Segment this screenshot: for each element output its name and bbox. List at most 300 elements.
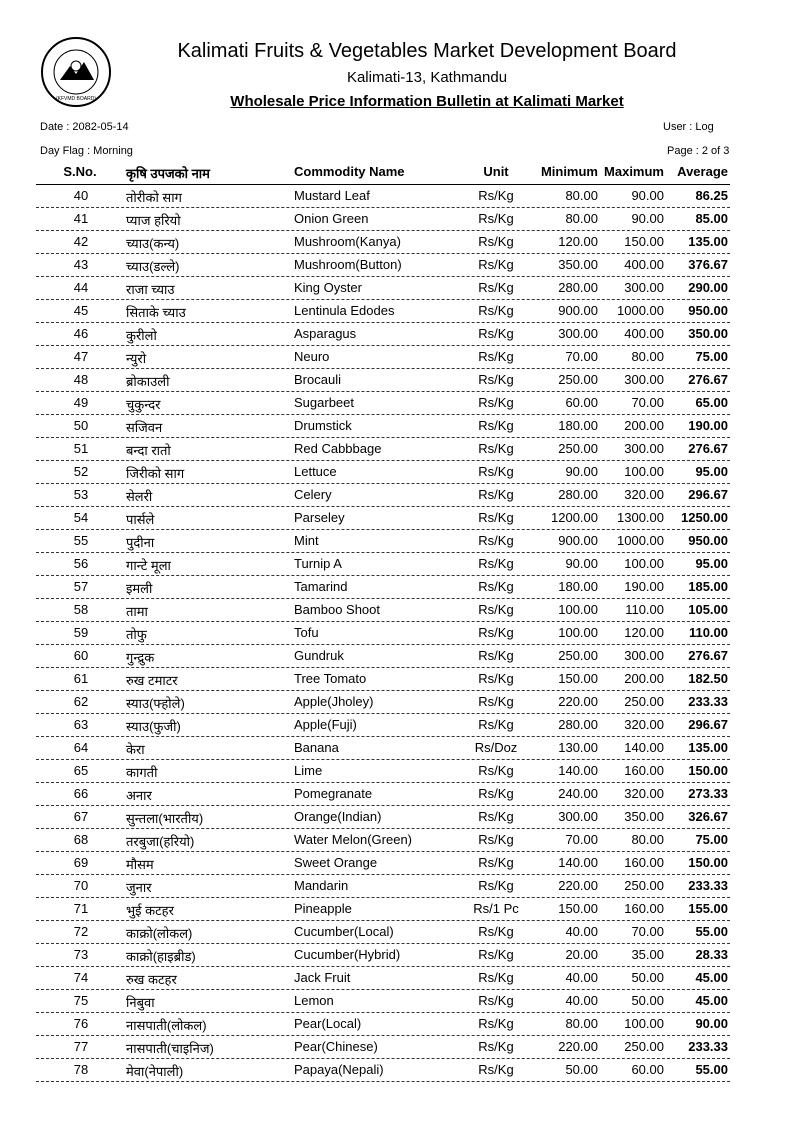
col-sn-header: S.No. (63, 164, 97, 179)
unit-cell: Rs/Kg (478, 349, 514, 364)
unit-cell: Rs/Kg (478, 763, 514, 778)
nepali-name-cell: प्याज हरियो (126, 213, 181, 228)
nepali-name-cell: तरबुजा(हरियो) (126, 834, 195, 849)
average-cell: 326.67 (688, 809, 728, 824)
maximum-cell: 90.00 (631, 211, 664, 226)
commodity-name-cell: Asparagus (294, 326, 357, 341)
nepali-name-cell: तामा (126, 604, 148, 619)
maximum-cell: 200.00 (624, 671, 664, 686)
price-table-body (36, 185, 730, 1082)
table-row (36, 369, 730, 392)
minimum-cell: 180.00 (558, 579, 598, 594)
average-cell: 296.67 (688, 717, 728, 732)
nepali-name-cell: रुख टमाटर (126, 673, 178, 688)
sn-cell: 69 (73, 855, 89, 870)
nepali-name-cell: चुकुन्दर (126, 397, 161, 412)
table-row (36, 530, 730, 553)
minimum-cell: 220.00 (558, 1039, 598, 1054)
commodity-name-cell: Drumstick (294, 418, 352, 433)
unit-cell: Rs/Kg (478, 602, 514, 617)
average-cell: 45.00 (695, 993, 728, 1008)
table-row (36, 231, 730, 254)
maximum-cell: 300.00 (624, 280, 664, 295)
unit-cell: Rs/1 Pc (473, 901, 519, 916)
average-cell: 135.00 (688, 234, 728, 249)
maximum-cell: 100.00 (624, 556, 664, 571)
average-cell: 182.50 (688, 671, 728, 686)
nepali-name-cell: निबुवा (126, 995, 155, 1010)
commodity-name-cell: Papaya(Nepali) (294, 1062, 384, 1077)
bulletin-title: Wholesale Price Information Bulletin at Kalimati Market (230, 93, 624, 110)
unit-cell: Rs/Kg (478, 1039, 514, 1054)
sn-cell: 68 (73, 832, 89, 847)
board-address: Kalimati-13, Kathmandu (346, 69, 508, 86)
average-cell: 150.00 (688, 855, 728, 870)
page-number: Page : 2 of 3 (667, 145, 730, 157)
sn-cell: 55 (73, 533, 89, 548)
table-row (36, 392, 730, 415)
commodity-name-cell: Sugarbeet (294, 395, 354, 410)
user-label: User : Log (663, 121, 714, 133)
table-row (36, 852, 730, 875)
sn-cell: 77 (73, 1039, 89, 1054)
sn-cell: 53 (73, 487, 89, 502)
maximum-cell: 400.00 (624, 257, 664, 272)
maximum-cell: 140.00 (624, 740, 664, 755)
average-cell: 155.00 (688, 901, 728, 916)
commodity-name-cell: Neuro (294, 349, 330, 364)
table-row (36, 1013, 730, 1036)
minimum-cell: 280.00 (558, 280, 598, 295)
col-max-header: Maximum (604, 164, 664, 179)
average-cell: 95.00 (695, 556, 728, 571)
nepali-name-cell: जिरीको साग (126, 466, 185, 481)
average-cell: 290.00 (688, 280, 728, 295)
commodity-name-cell: Pineapple (294, 901, 352, 916)
nepali-name-cell: काक्रो(हाइब्रीड) (126, 949, 196, 964)
sn-cell: 58 (73, 602, 89, 617)
maximum-cell: 250.00 (624, 694, 664, 709)
commodity-name-cell: Orange(Indian) (294, 809, 382, 824)
minimum-cell: 50.00 (565, 1062, 598, 1077)
unit-cell: Rs/Kg (478, 395, 514, 410)
maximum-cell: 35.00 (631, 947, 664, 962)
bulletin-date: Date : 2082-05-14 (40, 121, 129, 133)
table-row (36, 185, 730, 208)
commodity-name-cell: Tree Tomato (294, 671, 367, 686)
nepali-name-cell: कुरीलो (126, 328, 157, 343)
maximum-cell: 60.00 (631, 1062, 664, 1077)
maximum-cell: 250.00 (624, 1039, 664, 1054)
maximum-cell: 160.00 (624, 855, 664, 870)
average-cell: 950.00 (688, 303, 728, 318)
nepali-name-cell: तोफु (126, 627, 147, 642)
maximum-cell: 320.00 (624, 717, 664, 732)
minimum-cell: 180.00 (558, 418, 598, 433)
table-header (36, 164, 730, 184)
table-row (36, 323, 730, 346)
sn-cell: 61 (73, 671, 89, 686)
minimum-cell: 280.00 (558, 717, 598, 732)
sn-cell: 52 (73, 464, 89, 479)
sn-cell: 76 (73, 1016, 89, 1031)
minimum-cell: 900.00 (558, 303, 598, 318)
minimum-cell: 60.00 (565, 395, 598, 410)
maximum-cell: 160.00 (624, 901, 664, 916)
nepali-name-cell: न्युरो (126, 351, 147, 366)
minimum-cell: 250.00 (558, 648, 598, 663)
nepali-name-cell: सुन्तला(भारतीय) (126, 811, 204, 826)
maximum-cell: 90.00 (631, 188, 664, 203)
maximum-cell: 190.00 (624, 579, 664, 594)
nepali-name-cell: भुई कटहर (126, 903, 174, 918)
unit-cell: Rs/Kg (478, 786, 514, 801)
table-row (36, 944, 730, 967)
average-cell: 110.00 (688, 625, 728, 640)
nepali-name-cell: तोरीको साग (126, 190, 182, 205)
maximum-cell: 70.00 (631, 924, 664, 939)
minimum-cell: 250.00 (558, 441, 598, 456)
minimum-cell: 350.00 (558, 257, 598, 272)
commodity-name-cell: Lettuce (294, 464, 337, 479)
maximum-cell: 320.00 (624, 786, 664, 801)
nepali-name-cell: गुन्द्रुक (126, 650, 155, 665)
maximum-cell: 400.00 (624, 326, 664, 341)
commodity-name-cell: Tofu (294, 625, 319, 640)
unit-cell: Rs/Kg (478, 280, 514, 295)
table-row (36, 415, 730, 438)
commodity-name-cell: Bamboo Shoot (294, 602, 381, 617)
average-cell: 350.00 (688, 326, 728, 341)
commodity-name-cell: Apple(Fuji) (294, 717, 357, 732)
average-cell: 276.67 (688, 648, 728, 663)
unit-cell: Rs/Kg (478, 947, 514, 962)
table-row (36, 300, 730, 323)
commodity-name-cell: Mushroom(Button) (294, 257, 402, 272)
unit-cell: Rs/Doz (474, 740, 518, 755)
col-nepali-header: कृषि उपजको नाम (126, 166, 210, 181)
unit-cell: Rs/Kg (478, 533, 514, 548)
average-cell: 85.00 (695, 211, 728, 226)
unit-cell: Rs/Kg (478, 211, 514, 226)
commodity-name-cell: Sweet Orange (294, 855, 378, 870)
table-row (36, 668, 730, 691)
average-cell: 190.00 (688, 418, 728, 433)
nepali-name-cell: राजा च्याउ (126, 282, 175, 297)
sn-cell: 49 (73, 395, 89, 410)
table-row (36, 461, 730, 484)
unit-cell: Rs/Kg (478, 372, 514, 387)
average-cell: 233.33 (688, 694, 728, 709)
minimum-cell: 140.00 (558, 855, 598, 870)
sn-cell: 72 (73, 924, 89, 939)
minimum-cell: 150.00 (558, 671, 598, 686)
unit-cell: Rs/Kg (478, 648, 514, 663)
unit-cell: Rs/Kg (478, 1062, 514, 1077)
minimum-cell: 220.00 (558, 694, 598, 709)
table-row (36, 898, 730, 921)
commodity-name-cell: Pear(Local) (294, 1016, 362, 1031)
commodity-name-cell: Lentinula Edodes (294, 303, 395, 318)
average-cell: 150.00 (688, 763, 728, 778)
unit-cell: Rs/Kg (478, 326, 514, 341)
nepali-name-cell: मेवा(नेपाली) (126, 1064, 184, 1079)
table-row (36, 1059, 730, 1082)
commodity-name-cell: Onion Green (294, 211, 369, 226)
minimum-cell: 100.00 (558, 625, 598, 640)
unit-cell: Rs/Kg (478, 625, 514, 640)
minimum-cell: 20.00 (565, 947, 598, 962)
average-cell: 55.00 (695, 1062, 728, 1077)
nepali-name-cell: पार्सले (126, 512, 155, 527)
average-cell: 276.67 (688, 372, 728, 387)
maximum-cell: 120.00 (624, 625, 664, 640)
maximum-cell: 1000.00 (617, 533, 664, 548)
average-cell: 75.00 (695, 349, 728, 364)
col-min-header: Minimum (540, 164, 598, 179)
commodity-name-cell: Water Melon(Green) (294, 832, 412, 847)
sn-cell: 66 (73, 786, 89, 801)
unit-cell: Rs/Kg (478, 234, 514, 249)
minimum-cell: 120.00 (558, 234, 598, 249)
commodity-name-cell: Apple(Jholey) (294, 694, 374, 709)
svg-text:(KFVMD BOARD): (KFVMD BOARD) (56, 96, 96, 102)
average-cell: 376.67 (688, 257, 728, 272)
average-cell: 105.00 (688, 602, 728, 617)
sn-cell: 73 (73, 947, 89, 962)
average-cell: 233.33 (688, 878, 728, 893)
sn-cell: 78 (73, 1062, 89, 1077)
sn-cell: 50 (73, 418, 89, 433)
commodity-name-cell: Mint (294, 533, 319, 548)
maximum-cell: 200.00 (624, 418, 664, 433)
unit-cell: Rs/Kg (478, 970, 514, 985)
unit-cell: Rs/Kg (478, 671, 514, 686)
maximum-cell: 300.00 (624, 372, 664, 387)
sn-cell: 60 (73, 648, 89, 663)
nepali-name-cell: स्याउ(फ्होले) (126, 696, 185, 711)
unit-cell: Rs/Kg (478, 188, 514, 203)
average-cell: 273.33 (688, 786, 728, 801)
sn-cell: 62 (73, 694, 89, 709)
table-row (36, 438, 730, 461)
average-cell: 75.00 (695, 832, 728, 847)
nepali-name-cell: पुदीना (126, 535, 155, 550)
table-row (36, 714, 730, 737)
maximum-cell: 70.00 (631, 395, 664, 410)
unit-cell: Rs/Kg (478, 878, 514, 893)
unit-cell: Rs/Kg (478, 717, 514, 732)
sn-cell: 42 (73, 234, 89, 249)
table-row (36, 553, 730, 576)
average-cell: 296.67 (688, 487, 728, 502)
minimum-cell: 40.00 (565, 924, 598, 939)
maximum-cell: 1000.00 (617, 303, 664, 318)
unit-cell: Rs/Kg (478, 441, 514, 456)
commodity-name-cell: Gundruk (294, 648, 344, 663)
commodity-name-cell: Lime (294, 763, 323, 778)
unit-cell: Rs/Kg (478, 1016, 514, 1031)
day-flag: Day Flag : Morning (40, 145, 133, 157)
average-cell: 950.00 (688, 533, 728, 548)
unit-cell: Rs/Kg (478, 303, 514, 318)
commodity-name-cell: Red Cabbbage (294, 441, 382, 456)
commodity-name-cell: Tamarind (294, 579, 348, 594)
commodity-name-cell: Mushroom(Kanya) (294, 234, 401, 249)
unit-cell: Rs/Kg (478, 418, 514, 433)
board-title: Kalimati Fruits & Vegetables Market Development Board (177, 40, 677, 62)
minimum-cell: 240.00 (558, 786, 598, 801)
average-cell: 28.33 (695, 947, 728, 962)
nepali-name-cell: सिताके च्याउ (126, 305, 186, 320)
maximum-cell: 80.00 (631, 832, 664, 847)
commodity-name-cell: Pear(Chinese) (294, 1039, 378, 1054)
unit-cell: Rs/Kg (478, 487, 514, 502)
table-row (36, 806, 730, 829)
sn-cell: 65 (73, 763, 89, 778)
minimum-cell: 80.00 (565, 211, 598, 226)
commodity-name-cell: Jack Fruit (294, 970, 351, 985)
sn-cell: 41 (73, 211, 89, 226)
table-row (36, 737, 730, 760)
commodity-name-cell: Lemon (294, 993, 334, 1008)
sn-cell: 67 (73, 809, 89, 824)
sn-cell: 48 (73, 372, 89, 387)
minimum-cell: 40.00 (565, 993, 598, 1008)
nepali-name-cell: च्याउ(डल्ले) (126, 259, 180, 274)
maximum-cell: 1300.00 (617, 510, 664, 525)
average-cell: 55.00 (695, 924, 728, 939)
sn-cell: 47 (73, 349, 89, 364)
sn-cell: 40 (73, 188, 89, 203)
sn-cell: 74 (73, 970, 89, 985)
unit-cell: Rs/Kg (478, 257, 514, 272)
minimum-cell: 300.00 (558, 809, 598, 824)
minimum-cell: 70.00 (565, 832, 598, 847)
commodity-name-cell: Mandarin (294, 878, 349, 893)
minimum-cell: 80.00 (565, 188, 598, 203)
table-row (36, 254, 730, 277)
commodity-name-cell: Celery (294, 487, 332, 502)
unit-cell: Rs/Kg (478, 809, 514, 824)
nepali-name-cell: अनार (126, 788, 152, 803)
nepali-name-cell: जुनार (126, 880, 152, 895)
maximum-cell: 50.00 (631, 970, 664, 985)
maximum-cell: 350.00 (624, 809, 664, 824)
sn-cell: 46 (73, 326, 89, 341)
unit-cell: Rs/Kg (478, 924, 514, 939)
minimum-cell: 220.00 (558, 878, 598, 893)
minimum-cell: 100.00 (558, 602, 598, 617)
commodity-name-cell: Banana (294, 740, 339, 755)
commodity-name-cell: Cucumber(Local) (294, 924, 394, 939)
table-row (36, 990, 730, 1013)
minimum-cell: 900.00 (558, 533, 598, 548)
minimum-cell: 40.00 (565, 970, 598, 985)
table-row (36, 645, 730, 668)
unit-cell: Rs/Kg (478, 993, 514, 1008)
table-row (36, 783, 730, 806)
table-row (36, 576, 730, 599)
maximum-cell: 300.00 (624, 441, 664, 456)
maximum-cell: 160.00 (624, 763, 664, 778)
table-row (36, 277, 730, 300)
maximum-cell: 250.00 (624, 878, 664, 893)
nepali-name-cell: बन्दा रातो (126, 443, 171, 458)
nepali-name-cell: गान्टे मूला (126, 558, 171, 573)
sn-cell: 70 (73, 878, 89, 893)
nepali-name-cell: मौसम (126, 857, 154, 872)
average-cell: 65.00 (695, 395, 728, 410)
nepali-name-cell: च्याउ(कन्य) (126, 236, 180, 251)
sn-cell: 54 (73, 510, 89, 525)
table-row (36, 346, 730, 369)
table-row (36, 829, 730, 852)
maximum-cell: 110.00 (625, 602, 664, 617)
sn-cell: 57 (73, 579, 89, 594)
unit-cell: Rs/Kg (478, 556, 514, 571)
sn-cell: 71 (73, 901, 89, 916)
col-avg-header: Average (677, 164, 728, 179)
unit-cell: Rs/Kg (478, 579, 514, 594)
minimum-cell: 300.00 (558, 326, 598, 341)
maximum-cell: 320.00 (624, 487, 664, 502)
table-row (36, 208, 730, 231)
nepali-name-cell: नासपाती(चाइनिज) (126, 1041, 214, 1056)
sn-cell: 45 (73, 303, 89, 318)
nepali-name-cell: रुख कटहर (126, 972, 177, 987)
nepali-name-cell: काक्रो(लोकल) (126, 926, 193, 941)
commodity-name-cell: Cucumber(Hybrid) (294, 947, 401, 962)
minimum-cell: 250.00 (558, 372, 598, 387)
col-unit-header: Unit (483, 164, 509, 179)
maximum-cell: 100.00 (624, 1016, 664, 1031)
table-row (36, 691, 730, 714)
sn-cell: 51 (73, 441, 89, 456)
average-cell: 45.00 (695, 970, 728, 985)
table-row (36, 507, 730, 530)
table-row (36, 875, 730, 898)
nepali-name-cell: नासपाती(लोकल) (126, 1018, 207, 1033)
maximum-cell: 50.00 (631, 993, 664, 1008)
table-row (36, 622, 730, 645)
maximum-cell: 300.00 (624, 648, 664, 663)
unit-cell: Rs/Kg (478, 855, 514, 870)
table-row (36, 921, 730, 944)
unit-cell: Rs/Kg (478, 464, 514, 479)
average-cell: 185.00 (688, 579, 728, 594)
table-row (36, 967, 730, 990)
minimum-cell: 1200.00 (551, 510, 598, 525)
minimum-cell: 90.00 (565, 556, 598, 571)
average-cell: 135.00 (688, 740, 728, 755)
sn-cell: 59 (73, 625, 89, 640)
commodity-name-cell: Parseley (294, 510, 345, 525)
sn-cell: 64 (73, 740, 89, 755)
minimum-cell: 70.00 (565, 349, 598, 364)
average-cell: 86.25 (695, 188, 728, 203)
commodity-name-cell: Turnip A (294, 556, 342, 571)
maximum-cell: 80.00 (631, 349, 664, 364)
average-cell: 276.67 (688, 441, 728, 456)
nepali-name-cell: सजिवन (126, 420, 163, 435)
minimum-cell: 150.00 (558, 901, 598, 916)
average-cell: 233.33 (688, 1039, 728, 1054)
commodity-name-cell: Brocauli (294, 372, 341, 387)
table-row (36, 1036, 730, 1059)
commodity-name-cell: Pomegranate (294, 786, 373, 801)
table-row (36, 760, 730, 783)
